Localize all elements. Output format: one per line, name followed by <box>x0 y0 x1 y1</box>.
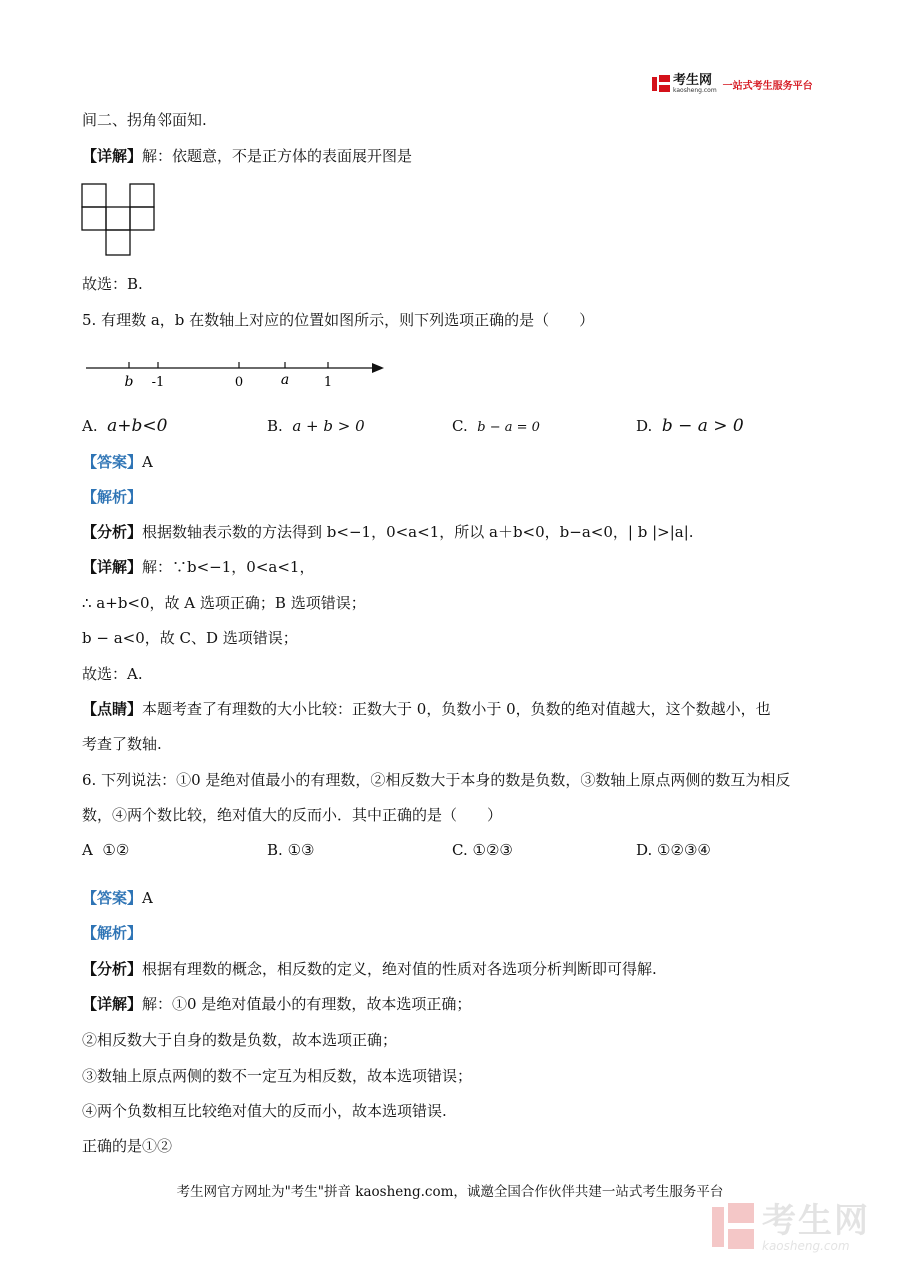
logo-url: kaosheng.com <box>673 87 717 94</box>
logo-icon <box>652 75 670 93</box>
q5-step2: b − a<0，故 C、D 选项错误； <box>82 629 298 647</box>
net-square <box>130 207 154 230</box>
q4-text-line: 间二、拐角邻面知. <box>82 111 207 129</box>
dianjing-text: 本题考查了有理数的大小比较：正数大于 0，负数小于 0，负数的绝对值越大，这个数越小，也 <box>142 700 771 718</box>
q6-step3: ④两个负数相互比较绝对值大的反而小，故本选项错误. <box>82 1102 447 1120</box>
number-line <box>84 356 388 390</box>
option-letter: B. <box>267 841 283 859</box>
detail-text: 解：①0 是绝对值最小的有理数，故本选项正确； <box>142 995 472 1013</box>
net-square <box>82 207 106 230</box>
watermark-name: 考生网 <box>762 1201 870 1241</box>
answer-tag: 【答案】 <box>82 453 143 471</box>
arrow-icon <box>372 363 384 373</box>
option-letter: D. <box>636 841 653 859</box>
option-letter: B. <box>267 417 283 435</box>
option-expr: ①②③④ <box>657 841 711 859</box>
q5-conclusion: 故选：A. <box>82 665 143 683</box>
q6-analysis-heading <box>82 923 142 943</box>
option-letter: C. <box>452 417 468 435</box>
net-square <box>130 184 154 207</box>
q5-option-d[interactable] <box>636 416 744 436</box>
q5-step1: ∴ a+b<0，故 A 选项正确；B 选项错误； <box>82 594 366 612</box>
q6-option-c[interactable] <box>452 840 513 860</box>
detail-text: 解：∵b<−1，0<a<1， <box>142 558 315 576</box>
analysis-tag: 【解析】 <box>82 924 143 942</box>
q5-analysis-heading <box>82 487 142 507</box>
q5-option-c[interactable] <box>452 416 540 438</box>
option-expr: a+b<0 <box>107 416 168 436</box>
fenxi-text: 根据数轴表示数的方法得到 b<−1，0<a<1，所以 a＋b<0，b−a<0，| b |>|a|. <box>142 523 694 541</box>
q4-detail <box>82 146 412 166</box>
watermark-logo-icon <box>712 1203 756 1253</box>
logo-name: 考生网 <box>673 73 713 88</box>
cube-net-figure <box>80 182 160 258</box>
q6-option-b[interactable] <box>267 840 314 860</box>
logo-slogan: 一站式考生服务平台 <box>722 80 813 92</box>
fenxi-text: 根据有理数的概念，相反数的定义，绝对值的性质对各选项分析判断即可得解. <box>142 960 657 978</box>
option-expr: b − a = 0 <box>477 420 540 435</box>
q6-detail <box>82 994 471 1014</box>
net-square <box>106 230 130 255</box>
fenxi-tag: 【分析】 <box>82 523 143 541</box>
q6-option-d[interactable] <box>636 840 711 860</box>
q5-answer <box>82 452 153 472</box>
option-letter: D. <box>636 417 653 435</box>
q5-option-b[interactable] <box>267 416 365 436</box>
option-letter: A. <box>82 417 98 435</box>
answer-value: A <box>142 889 153 907</box>
watermark <box>712 1200 870 1256</box>
fenxi-tag: 【分析】 <box>82 960 143 978</box>
net-square <box>82 184 106 207</box>
label-1: 1 <box>323 375 333 390</box>
detail-tag: 【详解】 <box>82 995 143 1013</box>
option-expr: a + b > 0 <box>292 417 365 435</box>
q6-fenxi <box>82 959 657 979</box>
q5-stem: 5. 有理数 a，b 在数轴上对应的位置如图所示，则下列选项正确的是（ ） <box>82 311 595 329</box>
analysis-tag: 【解析】 <box>82 488 143 506</box>
q6-stem-line2: 数，④两个数比较，绝对值大的反而小．其中正确的是（ ） <box>82 806 503 824</box>
q6-answer <box>82 888 153 908</box>
watermark-url: kaosheng.com <box>762 1239 850 1253</box>
q4-conclusion: 故选：B. <box>82 275 143 293</box>
option-expr: ①② <box>102 841 130 859</box>
option-letter: A <box>82 841 93 859</box>
option-expr: ①③ <box>287 841 315 859</box>
label-b: b <box>124 374 134 390</box>
answer-tag: 【答案】 <box>82 889 143 907</box>
label-0: 0 <box>234 375 244 390</box>
page-footer: 考生网官方网址为"考生"拼音 kaosheng.com，诚邀全国合作伙伴共建一站式考生服务平台 <box>176 1184 724 1200</box>
option-expr: b − a > 0 <box>661 416 744 436</box>
q5-option-a[interactable] <box>82 416 167 436</box>
answer-value: A <box>142 453 153 471</box>
net-square <box>106 207 130 230</box>
q5-fenxi <box>82 522 694 542</box>
q5-dianjing-cont: 考查了数轴. <box>82 735 162 753</box>
detail-tag: 【详解】 <box>82 147 143 165</box>
q6-step2: ③数轴上原点两侧的数不一定互为相反数，故本选项错误； <box>82 1067 473 1085</box>
header-logo <box>652 72 813 96</box>
option-letter: C. <box>452 841 468 859</box>
q5-detail <box>82 557 314 577</box>
label-minus1: -1 <box>151 375 165 390</box>
detail-tag: 【详解】 <box>82 558 143 576</box>
q5-dianjing <box>82 699 771 719</box>
q6-conclusion: 正确的是①② <box>82 1137 173 1155</box>
q6-step1: ②相反数大于自身的数是负数，故本选项正确； <box>82 1031 398 1049</box>
label-a: a <box>280 372 290 388</box>
q6-stem-line1: 6. 下列说法：①0 是绝对值最小的有理数，②相反数大于本身的数是负数，③数轴上原点两侧的数互为相反 <box>82 771 791 789</box>
dianjing-tag: 【点睛】 <box>82 700 143 718</box>
q6-option-a[interactable] <box>82 840 129 860</box>
detail-text: 解：依题意，不是正方体的表面展开图是 <box>142 147 413 165</box>
option-expr: ①②③ <box>472 841 513 859</box>
